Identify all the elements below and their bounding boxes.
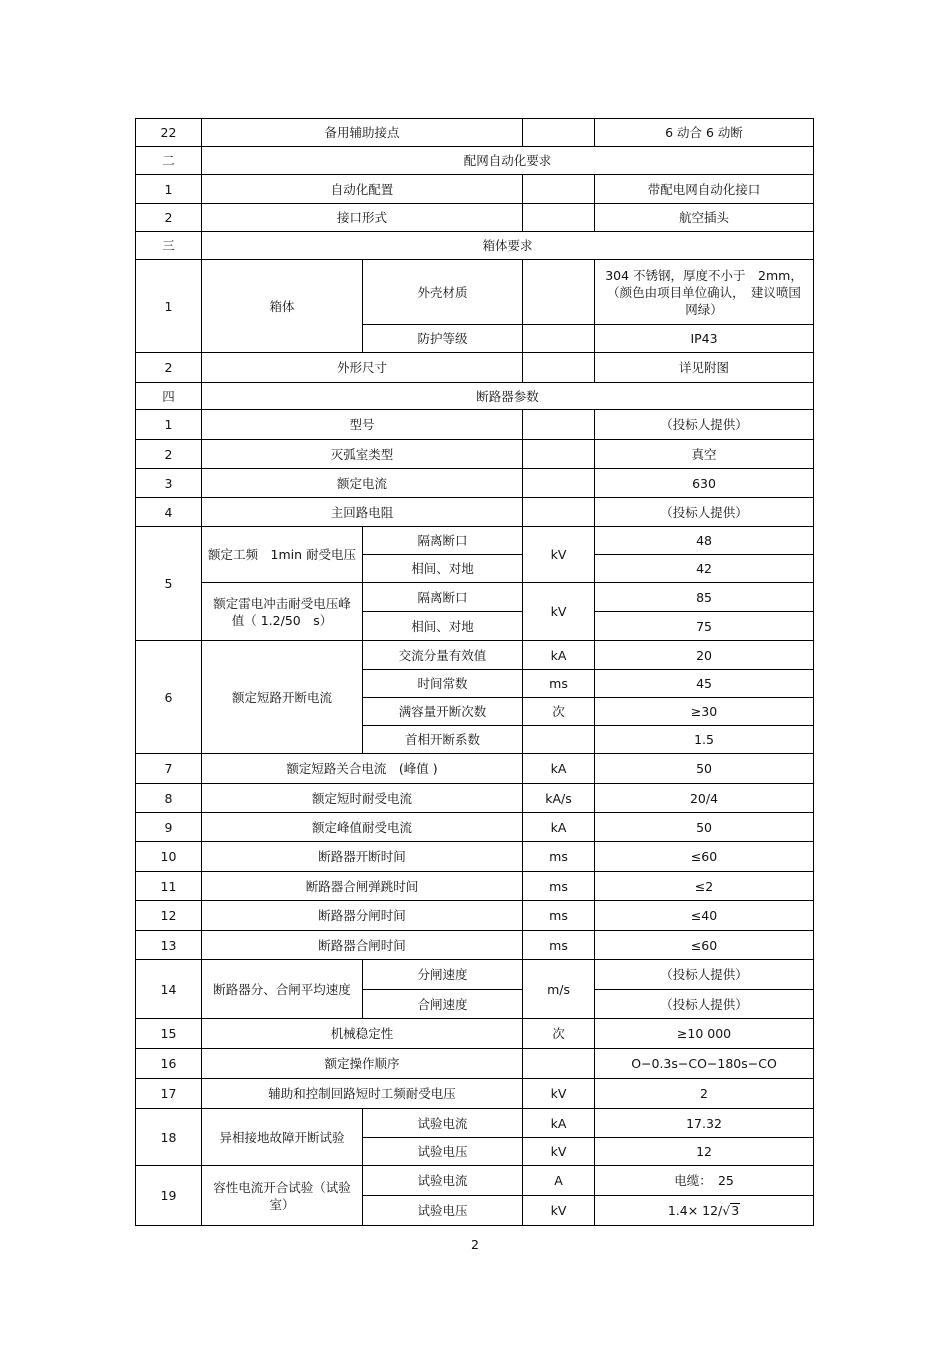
row-number: 2: [136, 204, 202, 232]
row-number: 12: [136, 901, 202, 931]
value-cell: 6 动合 6 动断: [595, 119, 814, 147]
table-row: [136, 872, 814, 901]
unit-cell: kV: [523, 1079, 595, 1109]
sub-item: 时间常数: [363, 670, 523, 698]
unit-cell: [523, 204, 595, 232]
row-number: 6: [136, 641, 202, 754]
unit-cell: ms: [523, 931, 595, 960]
value-cell: 304 不锈钢，厚度不小于 2mm，（颜色由项目单位确认， 建议喷国网绿）: [595, 260, 814, 325]
row-number: 8: [136, 784, 202, 813]
item-name: 箱体: [202, 260, 363, 353]
row-number: 18: [136, 1109, 202, 1166]
table-row: [136, 204, 814, 232]
row-number: 3: [136, 469, 202, 498]
section-title: 断路器参数: [202, 383, 814, 410]
value-cell: （投标人提供）: [595, 960, 814, 990]
unit-cell: 次: [523, 698, 595, 726]
table-row: [136, 119, 814, 147]
unit-cell: ms: [523, 842, 595, 872]
unit-cell: ms: [523, 872, 595, 901]
table-row: [136, 1049, 814, 1079]
row-number: 2: [136, 440, 202, 469]
value-cell: 12: [595, 1138, 814, 1166]
row-number: 10: [136, 842, 202, 872]
value-cell: 42: [595, 555, 814, 583]
table-row: [136, 960, 814, 990]
sub-item: 相间、对地: [363, 612, 523, 641]
table-row: [136, 410, 814, 440]
unit-cell: [523, 175, 595, 204]
value-cell: O−0.3s−CO−180s−CO: [595, 1049, 814, 1079]
item-name: 灭弧室类型: [202, 440, 523, 469]
table-row: [136, 641, 814, 670]
unit-cell: [523, 469, 595, 498]
row-number: 2: [136, 353, 202, 383]
item-name: 额定短时耐受电流: [202, 784, 523, 813]
table-row: [136, 813, 814, 842]
value-cell: ≤40: [595, 901, 814, 931]
sub-item: 试验电压: [363, 1196, 523, 1226]
section-title: 配网自动化要求: [202, 147, 814, 175]
section-row: [136, 383, 814, 410]
value-cell: ≥30: [595, 698, 814, 726]
row-number: 11: [136, 872, 202, 901]
table-row: [136, 1166, 814, 1196]
row-number: 13: [136, 931, 202, 960]
section-title: 箱体要求: [202, 232, 814, 260]
value-cell: 带配电网自动化接口: [595, 175, 814, 204]
sqrt-symbol: √: [722, 1203, 731, 1218]
value-cell: 电缆： 25: [595, 1166, 814, 1196]
item-name: 额定峰值耐受电流: [202, 813, 523, 842]
unit-cell: ms: [523, 670, 595, 698]
sub-item: 交流分量有效值: [363, 641, 523, 670]
table-row: [136, 931, 814, 960]
value-cell: 航空插头: [595, 204, 814, 232]
item-name: 机械稳定性: [202, 1019, 523, 1049]
value-cell: （投标人提供）: [595, 990, 814, 1019]
item-name: 额定短路开断电流: [202, 641, 363, 754]
unit-cell: ms: [523, 901, 595, 931]
item-name: 备用辅助接点: [202, 119, 523, 147]
value-cell: （投标人提供）: [595, 410, 814, 440]
unit-cell: [523, 260, 595, 325]
table-row: [136, 353, 814, 383]
sub-item: 试验电流: [363, 1166, 523, 1196]
value-cell: 20: [595, 641, 814, 670]
row-number: 9: [136, 813, 202, 842]
item-name: 断路器分、合闸平均速度: [202, 960, 363, 1019]
value-cell: 50: [595, 813, 814, 842]
value-cell: 630: [595, 469, 814, 498]
value-cell: 48: [595, 527, 814, 555]
table-row: [136, 1079, 814, 1109]
unit-cell: kA: [523, 754, 595, 784]
page-number: 2: [471, 1237, 479, 1252]
sqrt-radicand: 3: [731, 1203, 740, 1218]
unit-cell: kV: [523, 583, 595, 641]
table-row: [136, 440, 814, 469]
value-cell: 详见附图: [595, 353, 814, 383]
item-name: 断路器合闸时间: [202, 931, 523, 960]
table-row: [136, 498, 814, 527]
row-number: 5: [136, 527, 202, 641]
unit-cell: [523, 353, 595, 383]
table-row: [136, 1019, 814, 1049]
sub-item: 相间、对地: [363, 555, 523, 583]
value-cell: ≤60: [595, 931, 814, 960]
sub-item: 防护等级: [363, 325, 523, 353]
value-cell: 真空: [595, 440, 814, 469]
item-name: 自动化配置: [202, 175, 523, 204]
table-row: [136, 754, 814, 784]
unit-cell: [523, 119, 595, 147]
item-name: 额定工频 1min 耐受电压: [202, 527, 363, 583]
value-cell: 45: [595, 670, 814, 698]
unit-cell: kA: [523, 1109, 595, 1138]
item-name: 主回路电阻: [202, 498, 523, 527]
value-cell: 20/4: [595, 784, 814, 813]
row-number: 22: [136, 119, 202, 147]
value-cell: 17.32: [595, 1109, 814, 1138]
sub-item: 合闸速度: [363, 990, 523, 1019]
row-number: 1: [136, 175, 202, 204]
item-name: 辅助和控制回路短时工频耐受电压: [202, 1079, 523, 1109]
value-cell: （投标人提供）: [595, 498, 814, 527]
section-row: [136, 147, 814, 175]
table-row: [136, 1109, 814, 1138]
item-name: 额定短路关合电流 (峰值 ): [202, 754, 523, 784]
value-cell: 2: [595, 1079, 814, 1109]
row-number: 16: [136, 1049, 202, 1079]
value-cell: ≤60: [595, 842, 814, 872]
value-cell: 50: [595, 754, 814, 784]
item-name: 额定雷电冲击耐受电压峰值（ 1.2/50 s）: [202, 583, 363, 641]
unit-cell: m/s: [523, 960, 595, 1019]
unit-cell: A: [523, 1166, 595, 1196]
item-name: 型号: [202, 410, 523, 440]
unit-cell: [523, 440, 595, 469]
value-cell: ≤2: [595, 872, 814, 901]
row-number: 17: [136, 1079, 202, 1109]
value-cell: [595, 1196, 814, 1226]
item-name: 断路器分闸时间: [202, 901, 523, 931]
row-number: 1: [136, 410, 202, 440]
table-row: [136, 583, 814, 612]
item-name: 接口形式: [202, 204, 523, 232]
sub-item: 首相开断系数: [363, 726, 523, 754]
table-row: [136, 260, 814, 325]
section-number: 四: [136, 383, 202, 410]
table-row: [136, 175, 814, 204]
value-cell: 75: [595, 612, 814, 641]
table-row: [136, 469, 814, 498]
value-cell: 85: [595, 583, 814, 612]
section-row: [136, 232, 814, 260]
section-number: 三: [136, 232, 202, 260]
item-name: 断路器开断时间: [202, 842, 523, 872]
unit-cell: kA: [523, 813, 595, 842]
table-row: [136, 901, 814, 931]
row-number: 1: [136, 260, 202, 353]
unit-cell: [523, 726, 595, 754]
spec-table: [135, 118, 814, 1226]
sub-item: 试验电压: [363, 1138, 523, 1166]
value-prefix: 1.4× 12/: [667, 1203, 723, 1218]
item-name: 异相接地故障开断试验: [202, 1109, 363, 1166]
item-name: 额定操作顺序: [202, 1049, 523, 1079]
item-name: 断路器合闸弹跳时间: [202, 872, 523, 901]
sub-item: 分闸速度: [363, 960, 523, 990]
unit-cell: kV: [523, 1138, 595, 1166]
unit-cell: kA: [523, 641, 595, 670]
item-name: 容性电流开合试验（试验室）: [202, 1166, 363, 1226]
unit-cell: 次: [523, 1019, 595, 1049]
unit-cell: kA/s: [523, 784, 595, 813]
row-number: 15: [136, 1019, 202, 1049]
row-number: 7: [136, 754, 202, 784]
sub-item: 隔离断口: [363, 527, 523, 555]
value-cell: 1.5: [595, 726, 814, 754]
row-number: 19: [136, 1166, 202, 1226]
sub-item: 隔离断口: [363, 583, 523, 612]
sub-item: 满容量开断次数: [363, 698, 523, 726]
unit-cell: [523, 325, 595, 353]
item-name: 外形尺寸: [202, 353, 523, 383]
unit-cell: [523, 1049, 595, 1079]
value-cell: IP43: [595, 325, 814, 353]
table-row: [136, 527, 814, 555]
row-number: 4: [136, 498, 202, 527]
row-number: 14: [136, 960, 202, 1019]
sub-item: 外壳材质: [363, 260, 523, 325]
unit-cell: [523, 498, 595, 527]
table-row: [136, 842, 814, 872]
table-row: [136, 784, 814, 813]
unit-cell: kV: [523, 527, 595, 583]
unit-cell: kV: [523, 1196, 595, 1226]
section-number: 二: [136, 147, 202, 175]
unit-cell: [523, 410, 595, 440]
item-name: 额定电流: [202, 469, 523, 498]
value-cell: ≥10 000: [595, 1019, 814, 1049]
sub-item: 试验电流: [363, 1109, 523, 1138]
